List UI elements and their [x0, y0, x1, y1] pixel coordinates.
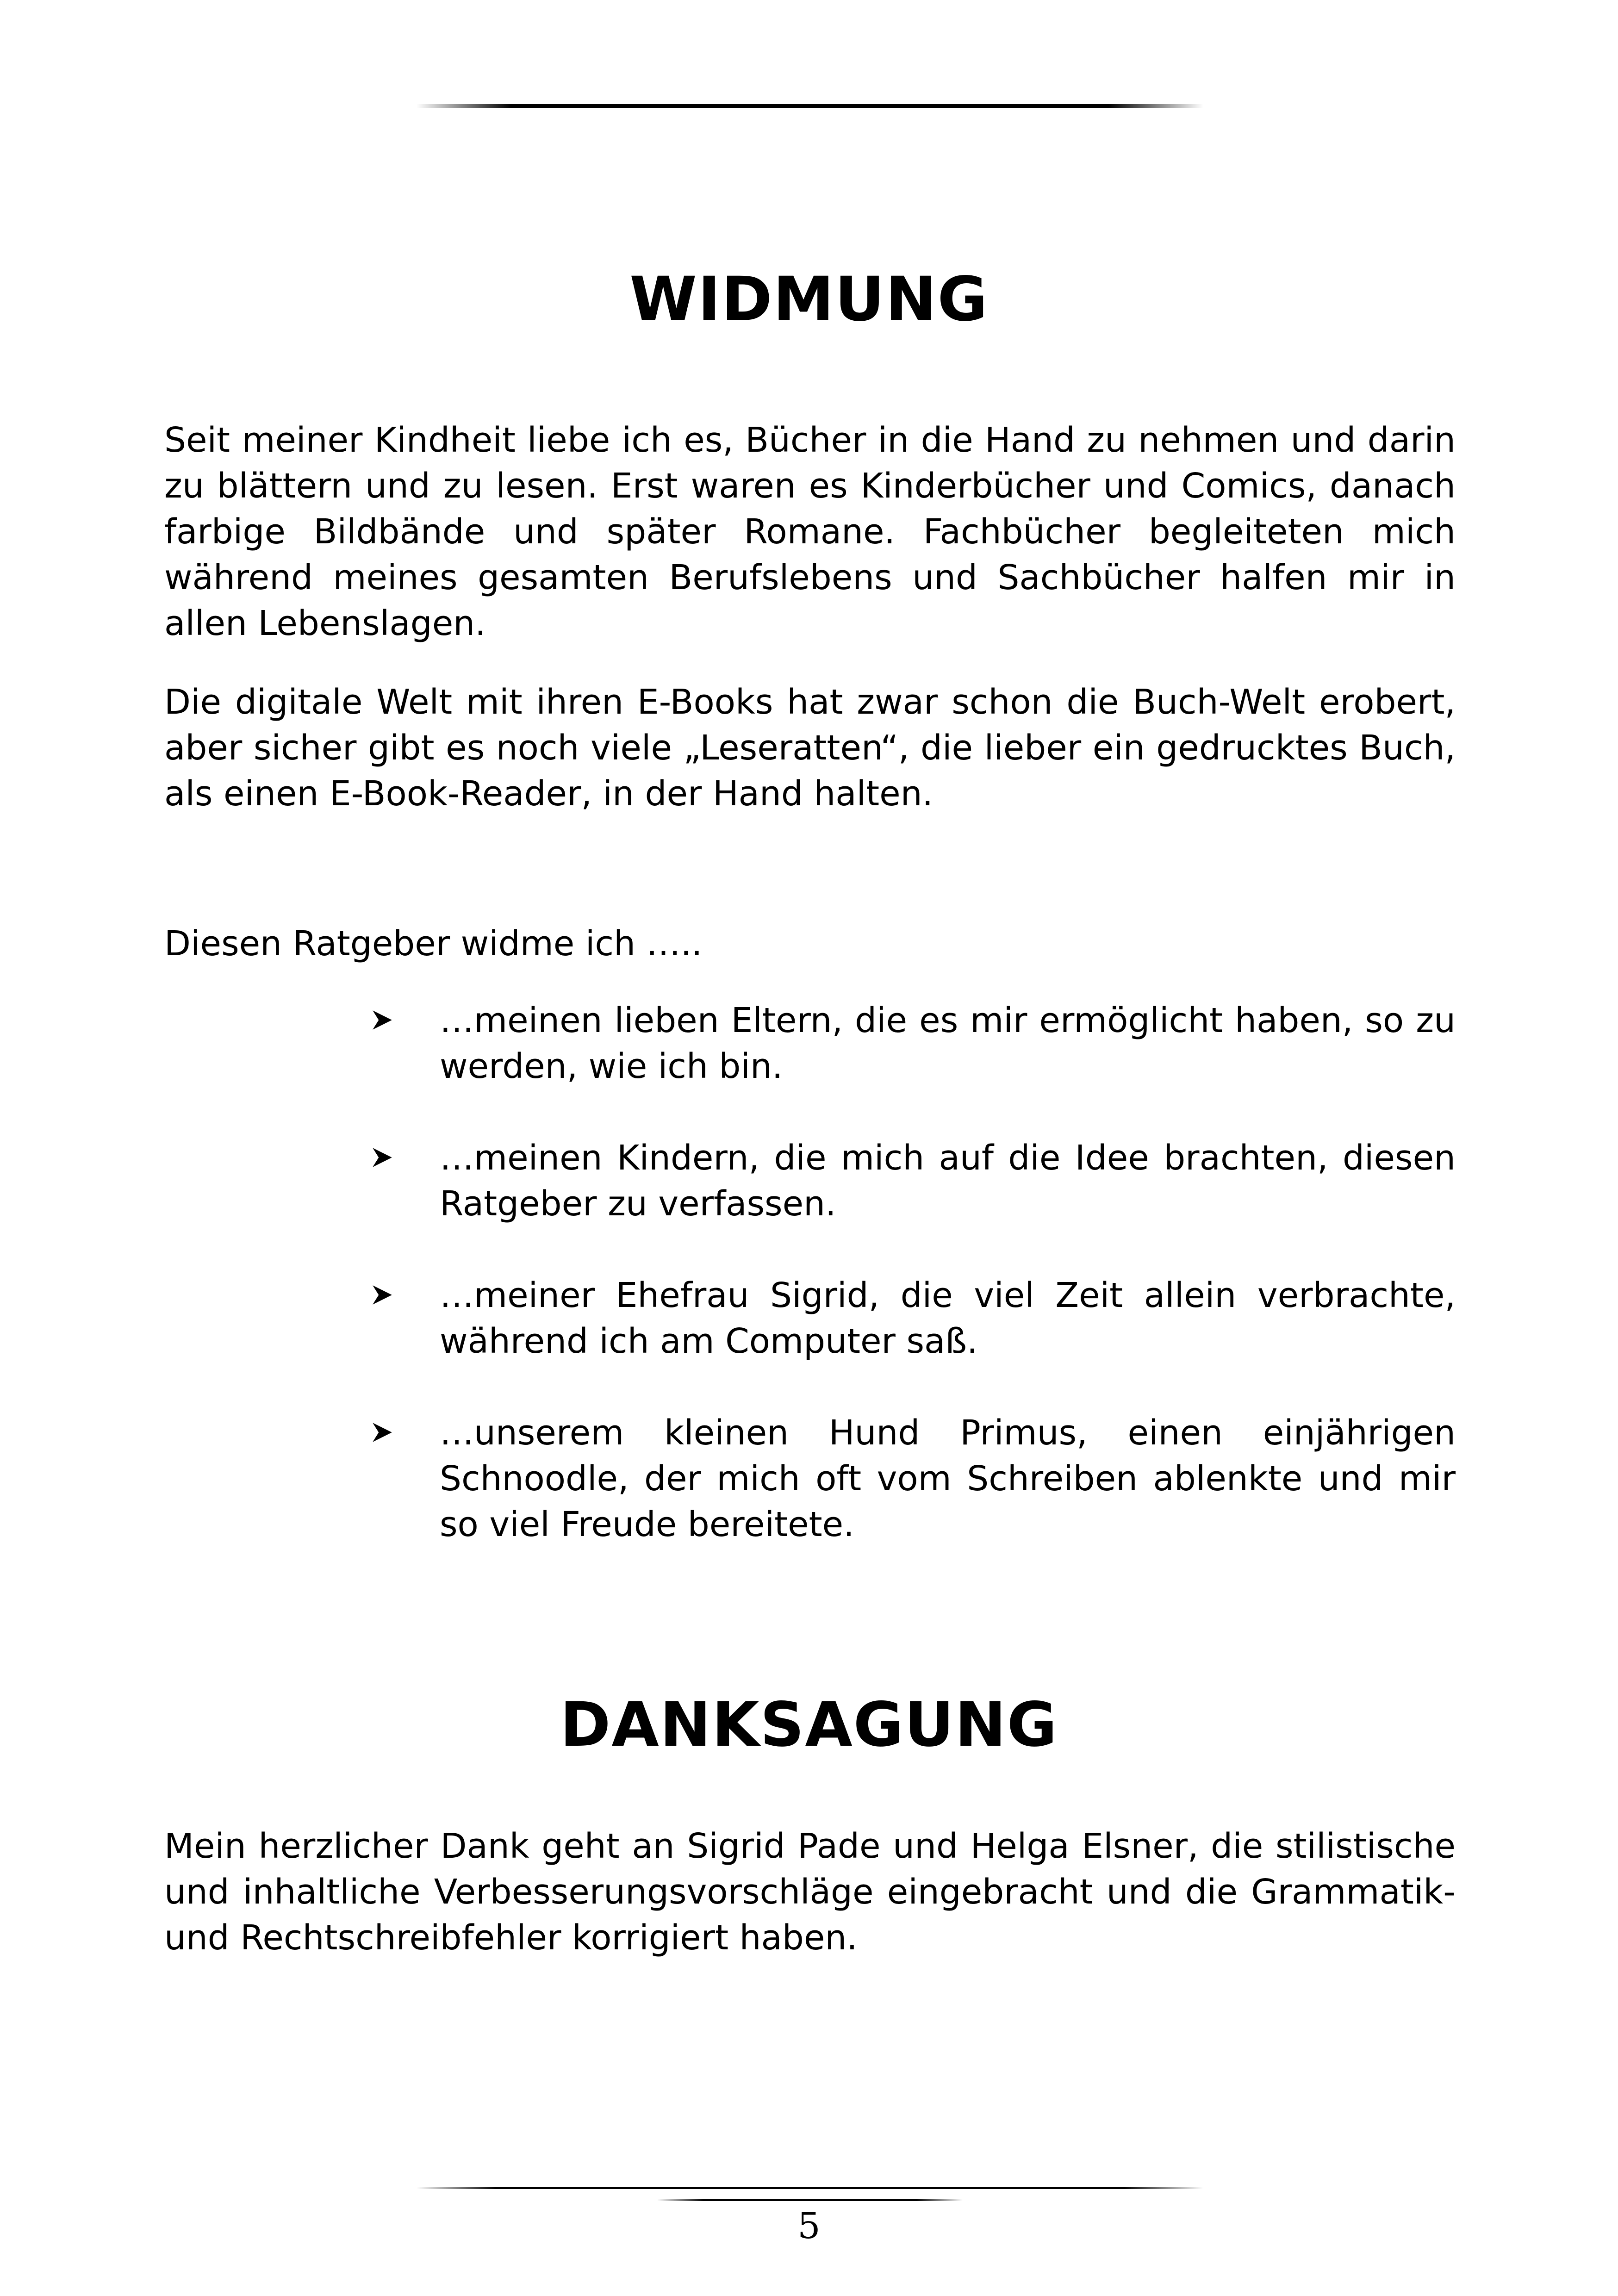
dedication-intro: Diesen Ratgeber widme ich ….. [164, 924, 703, 964]
list-item [370, 1135, 1456, 1227]
arrowhead-bullet-icon [370, 1145, 394, 1170]
list-item-text: …meinen lieben Eltern, die es mir ermöglicht haben, so zu werden, wie ich bin. [440, 1001, 1456, 1086]
footer-rule [417, 2187, 1203, 2189]
acknowledgement-paragraph: Mein herzlicher Dank geht an Sigrid Pade und Helga Elsner, die stilistische und inhaltliche Verbesserungsvorschläge eingebracht und die Grammatik- und Rechtschreibfehler korrigiert haben. [164, 1826, 1456, 1958]
header-rule [417, 104, 1203, 108]
list-item-text: …meiner Ehefrau Sigrid, die viel Zeit allein verbrachte, während ich am Computer saß. [440, 1276, 1456, 1361]
list-item [370, 1273, 1456, 1364]
list-item [370, 998, 1456, 1089]
acknowledgement-title: DANKSAGUNG [560, 1689, 1058, 1761]
list-item-text: …unserem kleinen Hund Primus, einen einjährigen Schnoodle, der mich oft vom Schreiben ablenkte und mir so viel Freude bereitete. [440, 1413, 1456, 1544]
dedication-title: WIDMUNG [629, 264, 989, 335]
dedication-paragraph-2: Die digitale Welt mit ihren E-Books hat zwar schon die Buch-Welt erobert, aber sicher gibt es noch viele „Leseratten“, die lieber ein gedrucktes Buch, als einen E-Book-Reader, in der Hand halten. [164, 682, 1456, 814]
page-number: 5 [797, 2205, 821, 2247]
dedication-paragraph-1: Seit meiner Kindheit liebe ich es, Bücher in die Hand zu nehmen und darin zu blättern und zu lesen. Erst waren es Kinderbücher und Comics, danach farbige Bildbände und später Romane. Fachbücher begleiteten mich während meines gesamten Berufslebens und Sachbücher halfen mir in allen Lebenslagen. [164, 420, 1456, 643]
dedication-list [370, 998, 1456, 1593]
list-item [370, 1410, 1456, 1548]
arrowhead-bullet-icon [370, 1008, 394, 1032]
footer-rule-short [657, 2199, 963, 2201]
list-item-text: …meinen Kindern, die mich auf die Idee brachten, diesen Ratgeber zu verfassen. [440, 1138, 1456, 1224]
arrowhead-bullet-icon [370, 1420, 394, 1444]
arrowhead-bullet-icon [370, 1283, 394, 1307]
